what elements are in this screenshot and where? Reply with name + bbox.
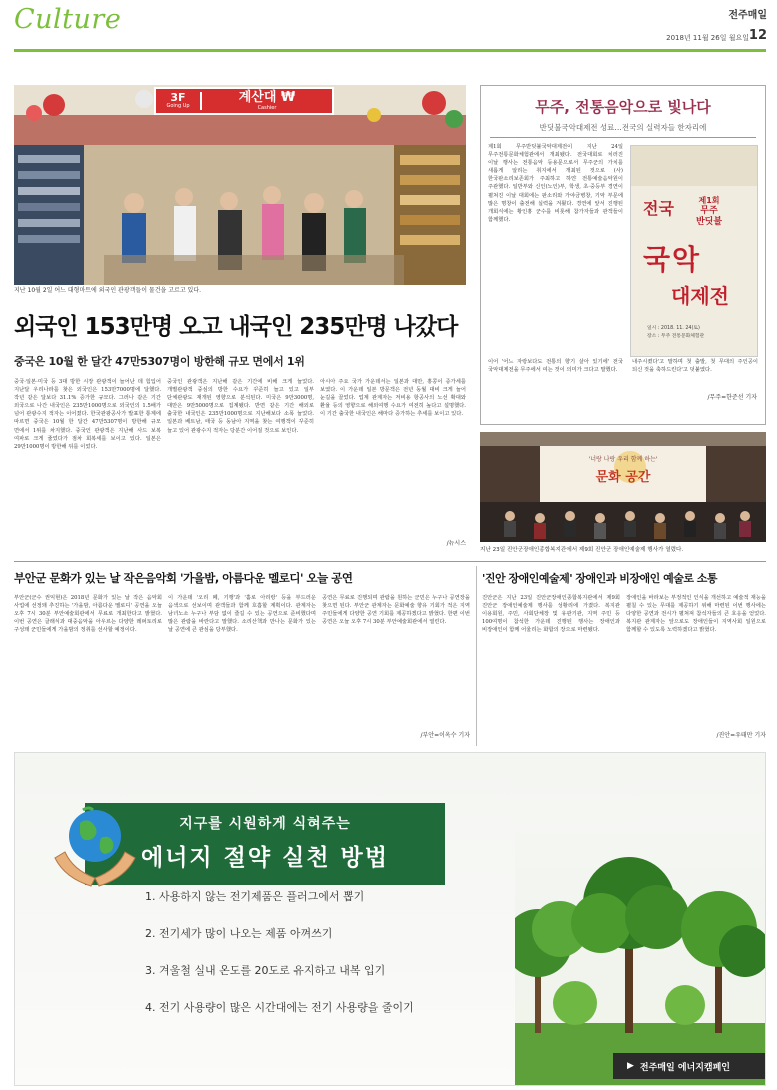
buan-byline: /부안=이옥수 기자	[420, 732, 470, 739]
poster-sub: 대제전	[671, 284, 729, 308]
feature-text-top: 제1회 무주반딧불국악대제전이 지난 24일 무주전통문화체험관에서 개최됐다. 전국대회로 치러진 이날 행사는 전통음악 등용문으로서 무주군의 가치를 새롭게 알리는 취지에서 개최된 것으로 (사)한국판소리보존회가 주최하고 하얀 전통예술음악원이 주관했다. 일반부와 신인(노인)부, 학생, 초·중등부 경연이 펼쳐진 이날 대회에는 판소리와 가야금병창, 기악 부문에 많은 명창이 출전해 실력을 겨뤘다. 경연에 앞서 진행된 개회식에는 황인홍 군수를 비롯해 참가자들과 관객들이 함께했다.	[488, 144, 623, 223]
feature-byline: /무주=한준선 기자	[707, 394, 757, 401]
poster-firefly: 반딧불	[695, 217, 723, 227]
feature-headline: 무주, 전통음악으로 빛나다	[535, 98, 711, 116]
play-icon: ▶	[627, 1061, 634, 1071]
supermarket-photo	[14, 85, 466, 285]
main-story-col3: 아시아 주요 국가 가운데서는 일본과 대만, 홍콩이 증가세를 보였다. 이 가운데 일본 방문객은 전년 동월 대비 크게 늘어 눈길을 끌었다. 업계 관계자는 저비용 항공사의 노선 확대와 환율 등의 영향으로 해외여행 수요가 여전히 높다고 설명했다. 이 기간 출국한 내국인은 해마다 증가하는 추세를 보이고 있다.	[320, 379, 466, 418]
poster-info-1: 일시 : 2018. 11. 24(토)	[647, 326, 700, 331]
paper-name: 전주매일	[728, 10, 767, 21]
ad-item-2: 2. 전기세가 많이 나오는 제품 아껴쓰기	[145, 927, 333, 940]
campaign-name: 전주매일 에너지캠페인	[639, 1062, 730, 1073]
cashier-sign-sub: Cashier	[257, 104, 277, 111]
page-number: 12	[748, 28, 767, 43]
main-story-col2: 중국인 관광객은 지난해 같은 기간에 비해 크게 늘었다. 개별관광객 중심의 방한 수요가 꾸준히 늘고 있고 일부 단체관광도 재개된 영향으로 분석된다. 미국은 9만3000명, 대만은 9만5000명으로 집계됐다. 반면 같은 기간 해외로 출국한 내국인은 235만1000명으로 지난해보다 소폭 늘었다. 일본과 베트남, 태국 등 동남아 지역을 찾는 여행객이 꾸준히 늘고 있어 관광수지 적자는 당분간 이어질 것으로 보인다.	[167, 379, 314, 434]
main-story-byline: /뉴시스	[446, 540, 466, 547]
event-banner-text: 문화 공간	[595, 470, 651, 485]
energy-ad	[14, 752, 766, 1086]
campaign-bar	[613, 1053, 766, 1079]
event-photo	[480, 432, 766, 542]
poster-top-text: 전국	[643, 199, 674, 218]
poster-region: 무주	[700, 206, 718, 216]
photo-caption: 지난 10월 2일 어느 대형마트에 외국인 관광객들이 물건을 고르고 있다.	[14, 287, 202, 294]
feature-text-bottom-right: 내주시켰다'고 말하며 첫 출발, 첫 무대의 주인공이 되신 것을 축하드린다'고 덧붙였다.	[632, 359, 758, 374]
jinan-headline: '진안 장애인예술제' 장애인과 비장애인 예술로 소통	[482, 572, 718, 585]
poster-edition: 제1회	[698, 196, 720, 205]
issue-date: 2018년 11월 26일 월요일	[666, 34, 749, 42]
buan-headline: 부안군 문화가 있는 날 작은음악회 '가을밤, 아름다운 멜로디' 오늘 공연	[14, 571, 353, 585]
buan-col2: 이 가운데 '오리 떼, 기행'과 '홀로 아리랑' 등을 부드러운 음색으로 선보이며 관객들과 함께 호흡할 계획이다. 관계자는 남녀노소 누구나 부담 없이 즐길 수 있는 공연으로 준비했다며 많은 관람을 바란다고 말했다. 소리산책과 만나는 문화가 있는 날 공연에 큰 관심을 당부했다.	[168, 595, 316, 634]
feature-subheadline: 반딧불국악대제전 성료…전국의 실력자들 한자리에	[539, 123, 707, 132]
ad-item-3: 3. 겨울철 실내 온도를 20도로 유지하고 내복 입기	[145, 964, 386, 977]
main-headline: 외국인 153만명 오고 내국인 235만명 나갔다	[14, 314, 458, 340]
hands-earth-icon	[45, 798, 145, 902]
cashier-sign: 계산대 ₩	[238, 89, 296, 105]
jinan-col1: 진안군은 지난 23일 진안군장애인종합복지관에서 제9회 진안군 장애인예술제 행사를 성황리에 가졌다. 복지관 이용회원, 주민, 사회단체장 및 유관기관, 지역 주민 등 100여명이 참석한 가운데 진행된 행사는 장애인과 비장애인이 함께 어울리는 화합의 장으로 마련됐다.	[482, 595, 620, 634]
event-photo-caption: 지난 23일 진안군장애인종합복지관에서 제9회 진안군 장애인예술제 행사가 열렸다.	[480, 547, 684, 553]
feature-rule	[490, 137, 756, 138]
ad-title-big: 에너지 절약 실천 방법	[141, 845, 389, 871]
floor-sign: 3F	[170, 91, 186, 104]
main-subheadline: 중국은 10월 한 달간 47만5307명이 방한해 규모 면에서 1위	[14, 355, 305, 368]
festival-poster	[630, 145, 758, 357]
ad-list	[145, 888, 485, 1036]
column-divider	[476, 566, 477, 746]
ad-item-4: 4. 전기 사용량이 많은 시간대에는 전기 사용량을 줄이기	[145, 1001, 414, 1014]
floor-sign-sub: Going Up	[166, 103, 190, 109]
jinan-byline: /진안=우태만 기자	[716, 732, 766, 739]
ad-title-small: 지구를 시원하게 식혀주는	[179, 816, 351, 832]
forest-illustration	[515, 833, 766, 1086]
event-banner-small: '너랑 나랑 우리 함께 하는'	[588, 456, 658, 463]
poster-info-2: 장소 : 무주 전통문화체험관	[647, 334, 705, 339]
feature-text-bottom-left: 이어 '어느 자랑보다도 전통의 향기 살아 있기에' 전국 국악대제전을 무주에서 여는 것이 의미가 크다고 말했다.	[488, 359, 623, 374]
poster-main: 국악	[643, 243, 702, 276]
ad-item-1: 1. 사용하지 않는 전기제품은 플러그에서 뽑기	[145, 890, 365, 903]
jinan-col2: 장애인을 바라보는 부정적인 인식을 개선하고 예술적 재능을 펼칠 수 있는 무대를 제공하기 위해 마련된 이번 행사에는 다양한 공연과 전시가 펼쳐져 참석자들의 큰 호응을 얻었다. 복지관 관계자는 앞으로도 장애인들이 지역사회 일원으로 함께할 수 있도록 노력하겠다고 밝혔다.	[626, 595, 766, 634]
row-rule	[14, 561, 766, 562]
main-story-col1: 중국·일본·미국 등 3대 방한 시장 관광객이 늘어난 데 힘입어 지난달 우리나라를 찾은 외국인은 153만7000명에 달했다. 작년 같은 달보다 31.1% 증가한 규모다. 그러나 같은 기간 외국으로 나간 내국인은 235만1000명으로 외국인의 1.5배가 넘어 관광수지 적자는 이어졌다. 한국관광공사가 발표한 통계에 따르면 중국은 10월 한 달간 47만5307명이 방한해 규모 면에서 1위를 차지했다. 중국인 관광객은 지난해 사드 보복 여파로 크게 줄었다가 점차 회복세를 보이고 있다. 일본은 29만1000명이 방한해 뒤를 이었다.	[14, 379, 161, 450]
buan-col1: 부안군(군수 권익현)은 2018년 문화가 있는 날 작은 음악회 사업에 선정돼 추진하는 '가을밤, 아름다운 멜로디' 공연을 오늘 오후 7시 30분 부안예술회관에서 무료로 개최한다고 밝혔다. 이번 공연은 클래식과 대중음악을 아우르는 다양한 레퍼토리로 구성돼 군민들에게 가을밤의 정취를 선사할 예정이다.	[14, 595, 162, 634]
header-rule	[14, 49, 766, 52]
buan-col3: 공연은 무료로 진행되며 관람을 원하는 군민은 누구나 공연장을 찾으면 된다. 부안군 관계자는 문화예술 향유 기회가 적은 지역 주민들에게 다양한 공연 기회를 제공하겠다고 밝혔다. 한편 이번 공연은 오늘 오후 7시 30분 부안예술회관에서 열린다.	[322, 595, 470, 626]
section-title: Culture	[14, 4, 122, 35]
